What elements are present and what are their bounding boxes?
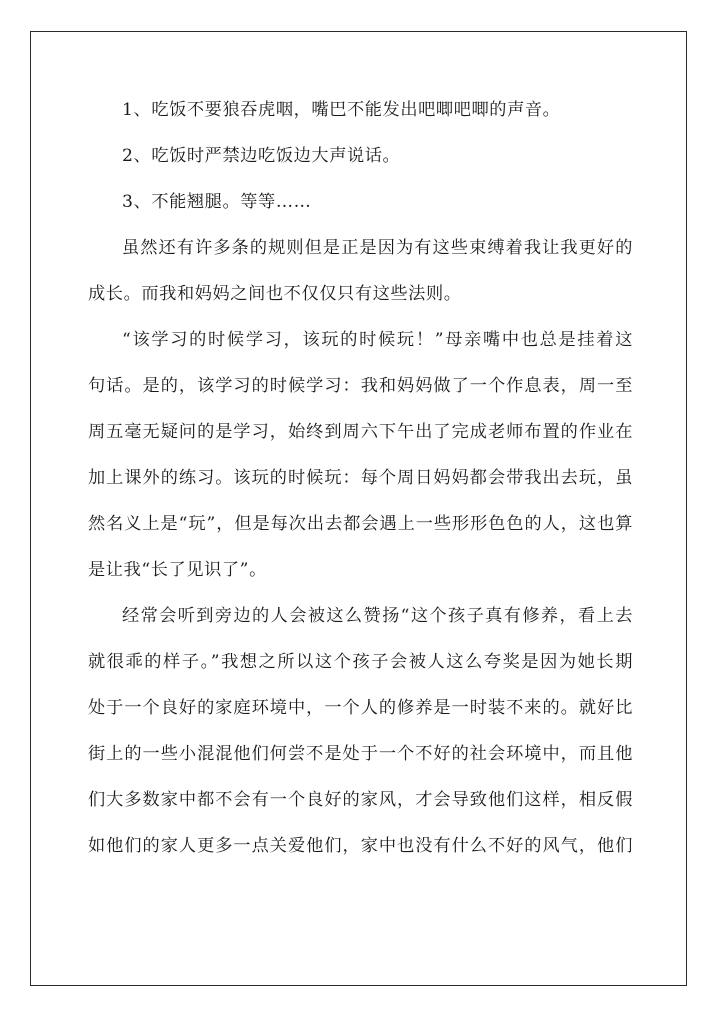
paragraph-line: 街上的一些小混混他们何尝不是处于一个不好的社会环境中，而且他: [88, 744, 633, 764]
rule-item-3: 3、不能翘腿。等等……: [122, 192, 312, 212]
paragraph-line: 就很乖的样子。”我想之所以这个孩子会被人这么夸奖是因为她长期: [88, 652, 633, 672]
paragraph-line: 虽然还有许多条的规则但是正是因为有这些束缚着我让我更好的: [122, 238, 633, 258]
paragraph-line: 然名义上是“玩”，但是每次出去都会遇上一些形形色色的人，这也算: [88, 514, 633, 534]
paragraph-line: 是让我“长了见识了”。: [88, 560, 267, 580]
rule-item-2: 2、吃饭时严禁边吃饭边大声说话。: [122, 146, 401, 166]
paragraph-line: “该学习的时候学习，该玩的时候玩！”母亲嘴中也总是挂着这: [122, 330, 633, 350]
paragraph-line: 成长。而我和妈妈之间也不仅仅只有这些法则。: [88, 284, 462, 304]
rule-item-1: 1、吃饭不要狼吞虎咽，嘴巴不能发出吧唧吧唧的声音。: [122, 100, 561, 120]
paragraph-line: 周五毫无疑问的是学习，始终到周六下午出了完成老师布置的作业在: [88, 422, 633, 442]
paragraph-line: 句话。是的，该学习的时候学习：我和妈妈做了一个作息表，周一至: [88, 376, 633, 396]
paragraph-line: 经常会听到旁边的人会被这么赞扬“这个孩子真有修养，看上去: [122, 606, 633, 626]
document-body: [88, 96, 633, 878]
paragraph-line: 处于一个良好的家庭环境中，一个人的修养是一时装不来的。就好比: [88, 698, 633, 718]
paragraph-line: 如他们的家人更多一点关爱他们，家中也没有什么不好的风气，他们: [88, 836, 633, 856]
paragraph-line: 加上课外的练习。该玩的时候玩：每个周日妈妈都会带我出去玩，虽: [88, 468, 633, 488]
paragraph-line: 们大多数家中都不会有一个良好的家风，才会导致他们这样，相反假: [88, 790, 633, 810]
